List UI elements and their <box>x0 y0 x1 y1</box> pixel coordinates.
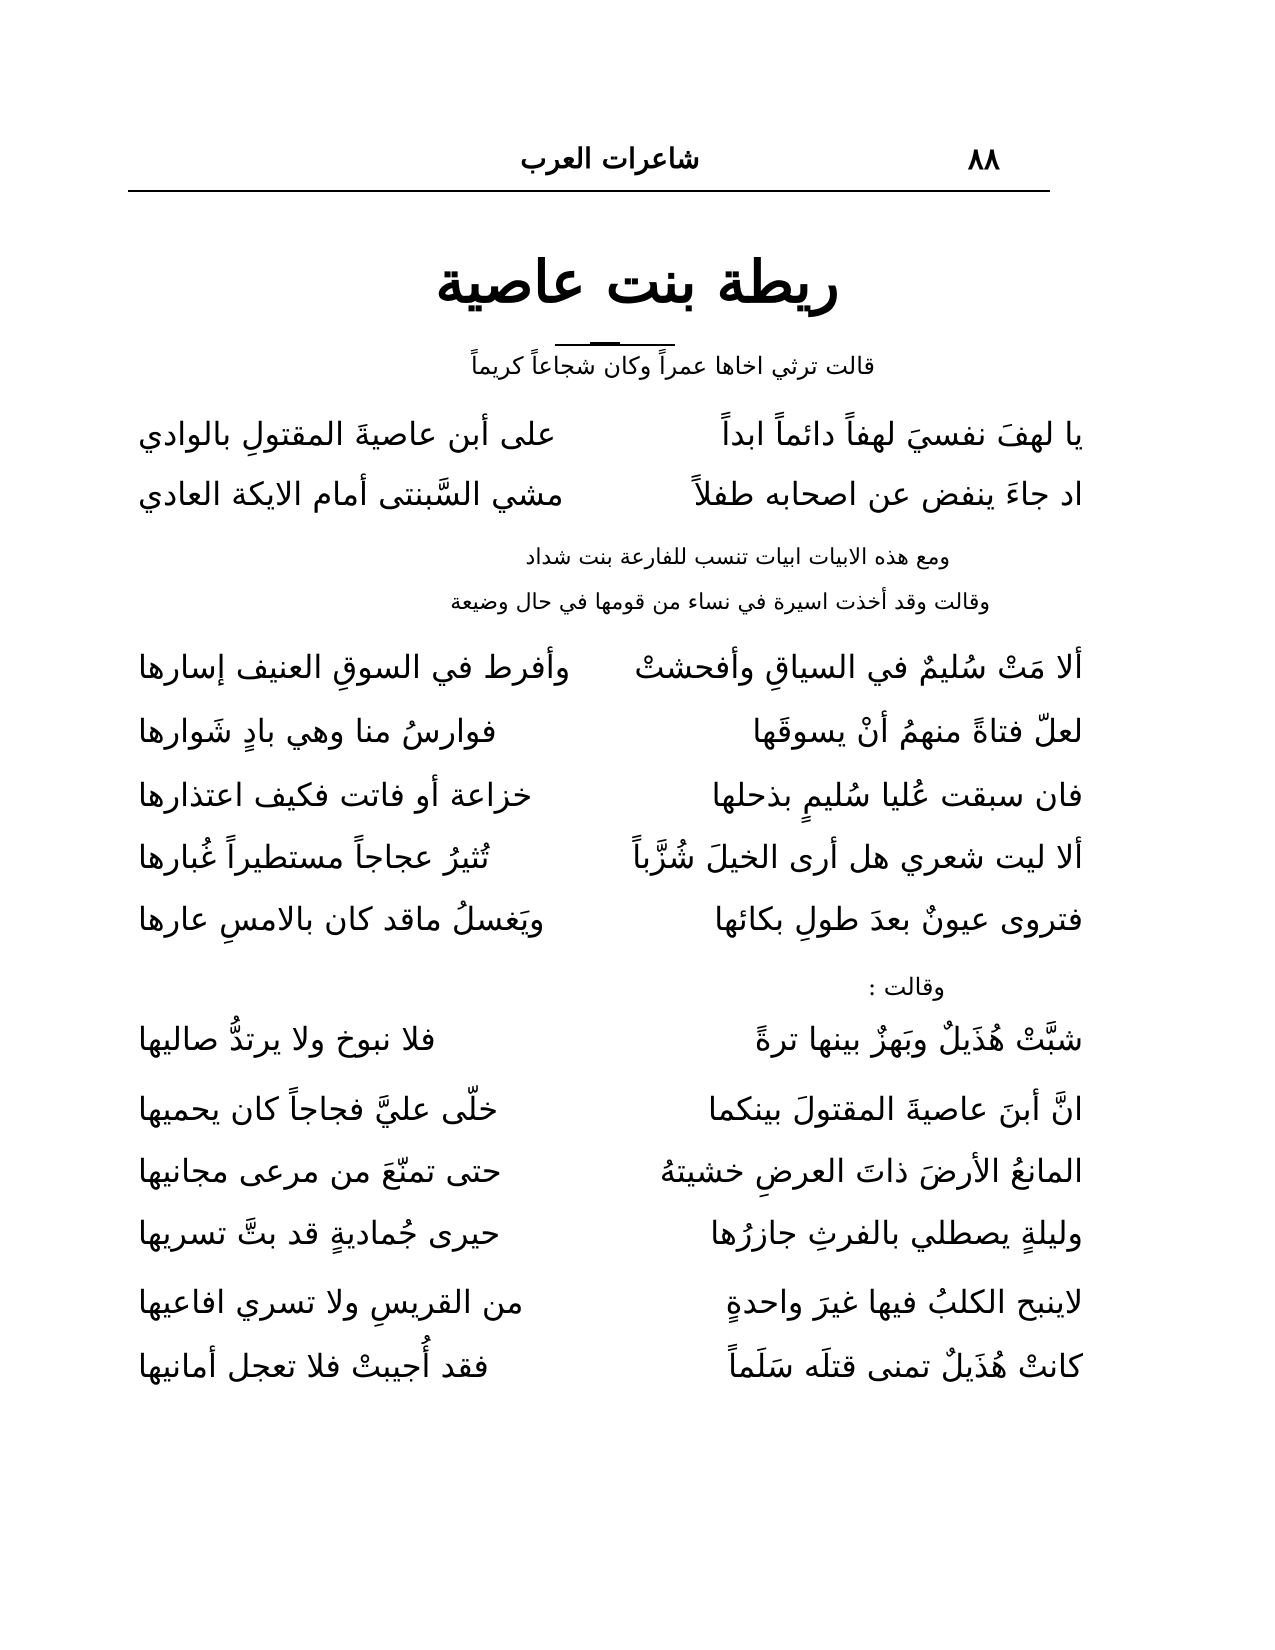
note-line: وقالت وقد أخذت اسيرة في نساء من قومها في حال وضيعة <box>450 590 990 615</box>
verse-second-hemistich: حيرى جُماديةٍ قد بتَّ تسريها <box>138 1214 501 1252</box>
verse-first-hemistich: اد جاءَ ينفض عن اصحابه طفلاً <box>693 475 1083 513</box>
verse-second-hemistich: وأفرط في السوقِ العنيف إسارها <box>138 648 571 686</box>
verse-second-hemistich: فوارسُ منا وهي بادٍ شَوارها <box>138 712 497 750</box>
verse-first-hemistich: شبَّتْ هُذَيلٌ وبَهزٌ بينها ترةً <box>754 1020 1083 1058</box>
verse-second-hemistich: خلّى عليَّ فجاجاً كان يحميها <box>138 1090 499 1128</box>
verse <box>128 648 1083 708</box>
verse-first-hemistich: لعلّ فتاةً منهمُ أنْ يسوقَها <box>752 712 1083 750</box>
verse-second-hemistich: مشي السَّبنتى أمام الايكة العادي <box>138 475 564 513</box>
verse <box>128 475 1083 535</box>
verse-second-hemistich: من القريسِ ولا تسري افاعيها <box>138 1283 524 1321</box>
verse-first-hemistich: ألا مَتْ سُليمٌ في السياقِ وأفحشتْ <box>634 648 1083 686</box>
verse-second-hemistich: فقد أُجيبتْ فلا تعجل أمانيها <box>138 1347 489 1385</box>
verse-first-hemistich: ألا ليت شعري هل أرى الخيلَ شُزَّباً <box>632 838 1083 876</box>
running-title: شاعرات العرب <box>520 142 700 175</box>
verse-first-hemistich: وليلةٍ يصطلي بالفرثِ جازرُها <box>710 1214 1083 1252</box>
page-number: ٨٨ <box>967 142 1000 177</box>
verse-second-hemistich: على أبن عاصيةَ المقتولِ بالوادي <box>138 415 556 453</box>
verse-second-hemistich: حتى تمنّعَ من مرعى مجانيها <box>138 1152 502 1190</box>
verse-first-hemistich: انَّ أبنَ عاصيةَ المقتولَ بينكما <box>708 1090 1083 1128</box>
verse <box>128 1214 1083 1274</box>
verse <box>128 1347 1083 1407</box>
title-rule <box>555 344 675 346</box>
verse <box>128 1152 1083 1212</box>
verse-first-hemistich: فان سبقت عُليا سُليمٍ بذحلها <box>711 776 1083 814</box>
page-header <box>128 140 1050 190</box>
verse-second-hemistich: خزاعة أو فاتت فكيف اعتذارها <box>138 776 533 814</box>
verse-first-hemistich: كانتْ هُذَيلٌ تمنى قتلَه سَلَماً <box>728 1347 1083 1385</box>
verse-first-hemistich: يا لهفَ نفسيَ لهفاً دائماً ابداً <box>721 415 1083 453</box>
verse <box>128 838 1083 898</box>
verse <box>128 1020 1083 1080</box>
verse <box>128 1090 1083 1150</box>
intro-line: قالت ترثي اخاها عمراً وكان شجاعاً كريماً <box>471 352 875 380</box>
header-rule <box>128 190 1050 192</box>
section-label: وقالت : <box>868 973 945 1001</box>
verse-second-hemistich: تُثيرُ عجاجاً مستطيراً غُبارها <box>138 838 490 876</box>
verse <box>128 776 1083 836</box>
note-line: ومع هذه الابيات ابيات تنسب للفارعة بنت شداد <box>525 545 950 570</box>
verse-first-hemistich: لاينبح الكلبُ فيها غيرَ واحدةٍ <box>725 1283 1083 1321</box>
verse <box>128 1283 1083 1343</box>
verse <box>128 900 1083 960</box>
verse <box>128 712 1083 772</box>
title-rule-accent <box>590 342 620 344</box>
poem-title: ريطة بنت عاصية <box>435 248 840 316</box>
verse-second-hemistich: فلا نبوخ ولا يرتدُّ صاليها <box>138 1020 436 1058</box>
verse-first-hemistich: فتروى عيونٌ بعدَ طولِ بكائها <box>714 900 1083 938</box>
verse-first-hemistich: المانعُ الأرضَ ذاتَ العرضِ خشيتهُ <box>659 1152 1083 1190</box>
verse <box>128 415 1083 475</box>
verse-second-hemistich: ويَغسلُ ماقد كان بالامسِ عارها <box>138 900 545 938</box>
